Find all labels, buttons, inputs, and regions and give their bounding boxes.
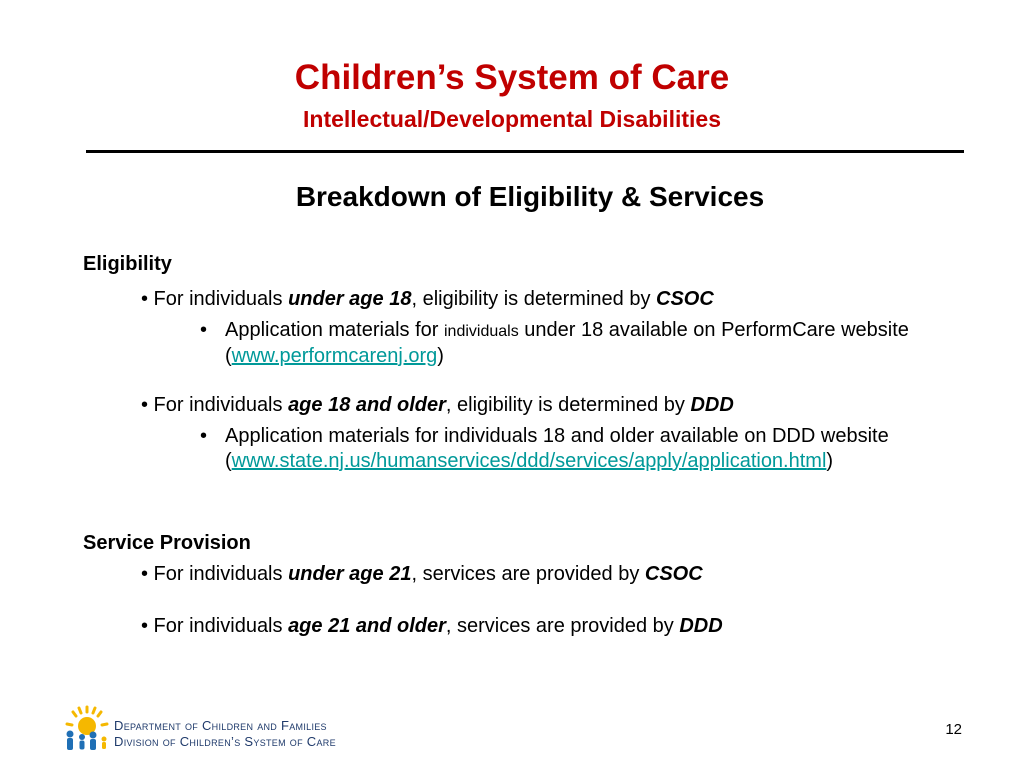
bullet-dot: • — [200, 425, 208, 447]
bullet-text: • For individuals — [141, 563, 289, 585]
performcare-link[interactable]: www.performcarenj.org — [231, 345, 438, 367]
eligibility-subbullet-performcare — [200, 318, 1000, 369]
subbullet-text: Application materials for individuals under 18 available on PerformCare website (www.performcarenj.org) — [225, 319, 909, 367]
age-criterion: under age 21 — [288, 563, 412, 585]
title-divider — [86, 150, 964, 153]
bullet-dot: • — [200, 319, 208, 341]
bullet-text: , services are provided by — [411, 563, 645, 585]
logo-division-text: Division of Children’s System of Care — [114, 734, 336, 749]
bullet-text: , eligibility is determined by — [411, 288, 657, 310]
ddd-application-link[interactable]: www.state.nj.us/humanservices/ddd/services/apply/application.html — [231, 450, 827, 472]
service-provision-label: Service Provision — [83, 532, 251, 554]
eligibility-label: Eligibility — [83, 253, 172, 275]
bullet-text: , services are provided by — [445, 615, 680, 637]
age-criterion: under age 18 — [288, 288, 412, 310]
slide-title: Children’s System of Care — [294, 58, 730, 97]
logo-department-text: Department of Children and Families — [114, 718, 327, 733]
service-bullet-under-21 — [141, 562, 703, 586]
eligibility-subbullet-ddd — [200, 424, 1000, 474]
age-criterion: age 21 and older — [288, 615, 446, 637]
service-bullet-21-and-older — [141, 614, 723, 638]
bullet-text: • For individuals — [141, 288, 289, 310]
agency-name: DDD — [679, 615, 723, 637]
eligibility-bullet-18-and-older — [141, 393, 734, 417]
sun-icon — [67, 707, 107, 735]
section-heading: Breakdown of Eligibility & Services — [295, 181, 765, 212]
subbullet-text: Application materials for individuals 18 and older available on DDD website (www.state.nj.us/humanservices/ddd/services/apply/application.html) — [225, 425, 889, 472]
bullet-text: • For individuals — [141, 394, 289, 416]
slide-subtitle: Intellectual/Developmental Disabilities — [303, 106, 721, 132]
bullet-text: • For individuals — [141, 615, 289, 637]
agency-name: CSOC — [656, 288, 714, 310]
age-criterion: age 18 and older — [288, 394, 446, 416]
agency-name: CSOC — [644, 563, 703, 585]
bullet-text: , eligibility is determined by — [445, 394, 691, 416]
eligibility-bullet-under-18 — [141, 287, 714, 311]
agency-name: DDD — [690, 394, 734, 416]
page-number: 12 — [945, 721, 962, 738]
